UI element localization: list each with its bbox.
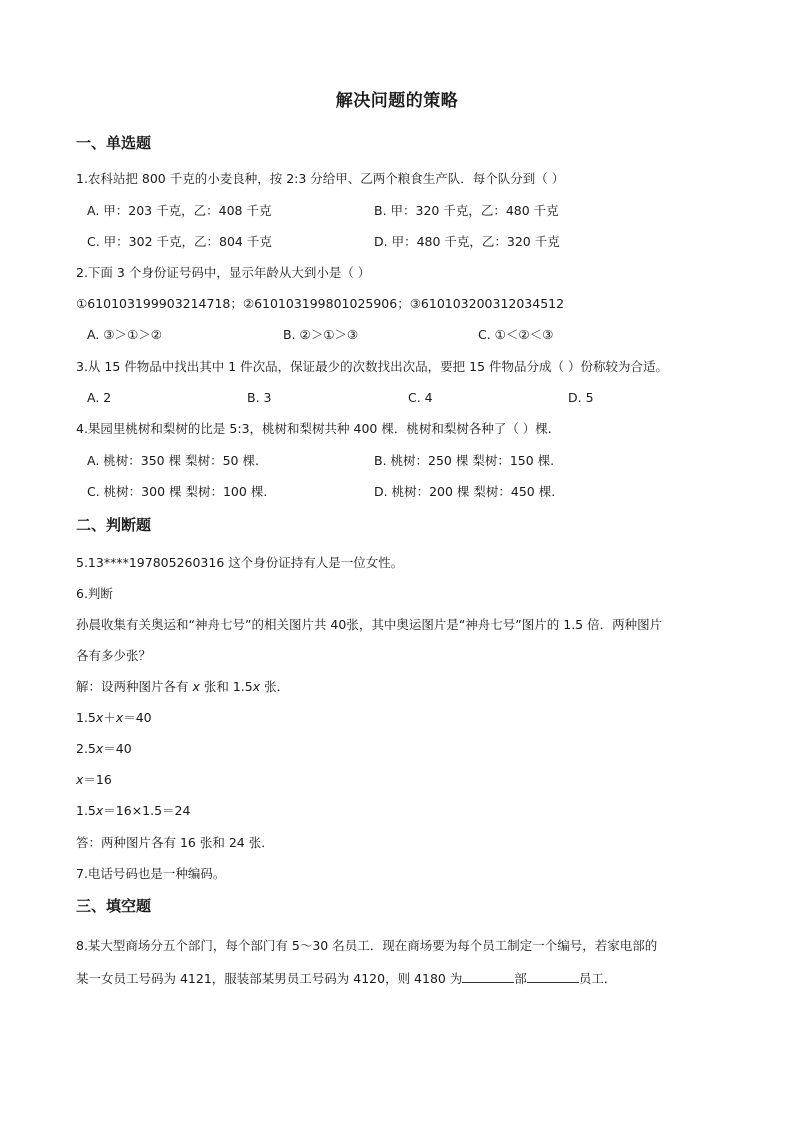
- page-title: 解决问题的策略: [335, 91, 459, 111]
- question-1-stem: 1.农科站把 800 千克的小麦良种，按 2:3 分给甲、乙两个粮食生产队．每个队分到（ ）: [76, 171, 565, 186]
- question-3-option-a: A. 2: [87, 390, 112, 405]
- question-4-stem: 4.果园里桃树和梨树的比是 5:3，桃树和梨树共种 400 棵．桃树和梨树各种了（ ）棵.: [76, 421, 552, 436]
- question-4-option-c: C. 桃树：300 棵 梨树：100 棵.: [87, 484, 268, 499]
- question-8-text-line-2: 某一女员工号码为 4121，服装部某男员工号码为 4120，则 4180 为 部 员工．: [76, 968, 616, 988]
- question-6-equation-4: 1.5x＝16×1.5＝24: [76, 803, 191, 818]
- question-3-option-d: D. 5: [568, 390, 594, 405]
- question-4-option-d: D. 桃树：200 棵 梨树：450 棵.: [374, 484, 556, 499]
- question-3-option-b: B. 3: [247, 390, 272, 405]
- question-2-stem: 2.下面 3 个身份证号码中，显示年龄从大到小是（ ）: [76, 265, 371, 280]
- question-2-option-c: C. ①＜②＜③: [478, 327, 554, 342]
- question-7-stem: 7.电话号码也是一种编码。: [76, 866, 226, 881]
- question-6-solution-setup: 解：设两种图片各有 x 张和 1.5x 张．: [76, 679, 290, 694]
- section-heading-fill-blank: 三、填空题: [76, 897, 152, 915]
- question-6-label: 6.判断: [76, 586, 113, 601]
- question-4-option-a: A. 桃树：350 棵 梨树：50 棵.: [87, 453, 259, 468]
- question-6-text-line-2: 各有多少张？: [76, 648, 152, 663]
- question-4-option-b: B. 桃树：250 棵 梨树：150 棵.: [374, 453, 555, 468]
- question-8-text-line-1: 8.某大型商场分五个部门，每个部门有 5～30 名员工．现在商场要为每个员工制定一个编号，若家电部的: [76, 938, 658, 953]
- question-3-stem: 3.从 15 件物品中找出其中 1 件次品，保证最少的次数找出次品，要把 15 件物品分成（ ）份称较为合适。: [76, 359, 669, 374]
- question-6-text-line-1: 孙晨收集有关奥运和“神舟七号”的相关图片共 40张，其中奥运图片是“神舟七号”图片的 1.5 倍．两种图片: [76, 617, 663, 632]
- question-5-stem: 5.13****197805260316 这个身份证持有人是一位女性。: [76, 555, 404, 570]
- question-1-option-a: A. 甲：203 千克，乙：408 千克: [87, 203, 272, 218]
- question-3-option-c: C. 4: [408, 390, 433, 405]
- question-6-equation-3: x＝16: [76, 772, 112, 787]
- question-8-blank-1[interactable]: [462, 968, 514, 983]
- question-6-equation-1: 1.5x＋x＝40: [76, 710, 152, 725]
- section-heading-single-choice: 一、单选题: [76, 134, 152, 152]
- question-1-option-c: C. 甲：302 千克，乙：804 千克: [87, 234, 272, 249]
- question-1-option-b: B. 甲：320 千克，乙：480 千克: [374, 203, 559, 218]
- question-6-equation-2: 2.5x＝40: [76, 741, 132, 756]
- question-8-blank-2[interactable]: [527, 968, 579, 983]
- section-heading-true-false: 二、判断题: [76, 516, 152, 534]
- question-1-option-d: D. 甲：480 千克，乙：320 千克: [374, 234, 560, 249]
- question-2-option-a: A. ③＞①＞②: [87, 327, 162, 342]
- question-2-id-numbers: ①610103199903214718；②610103199801025906；③610103200312034512: [76, 296, 565, 311]
- question-2-option-b: B. ②＞①＞③: [283, 327, 359, 342]
- question-6-answer: 答：两种图片各有 16 张和 24 张．: [76, 835, 274, 850]
